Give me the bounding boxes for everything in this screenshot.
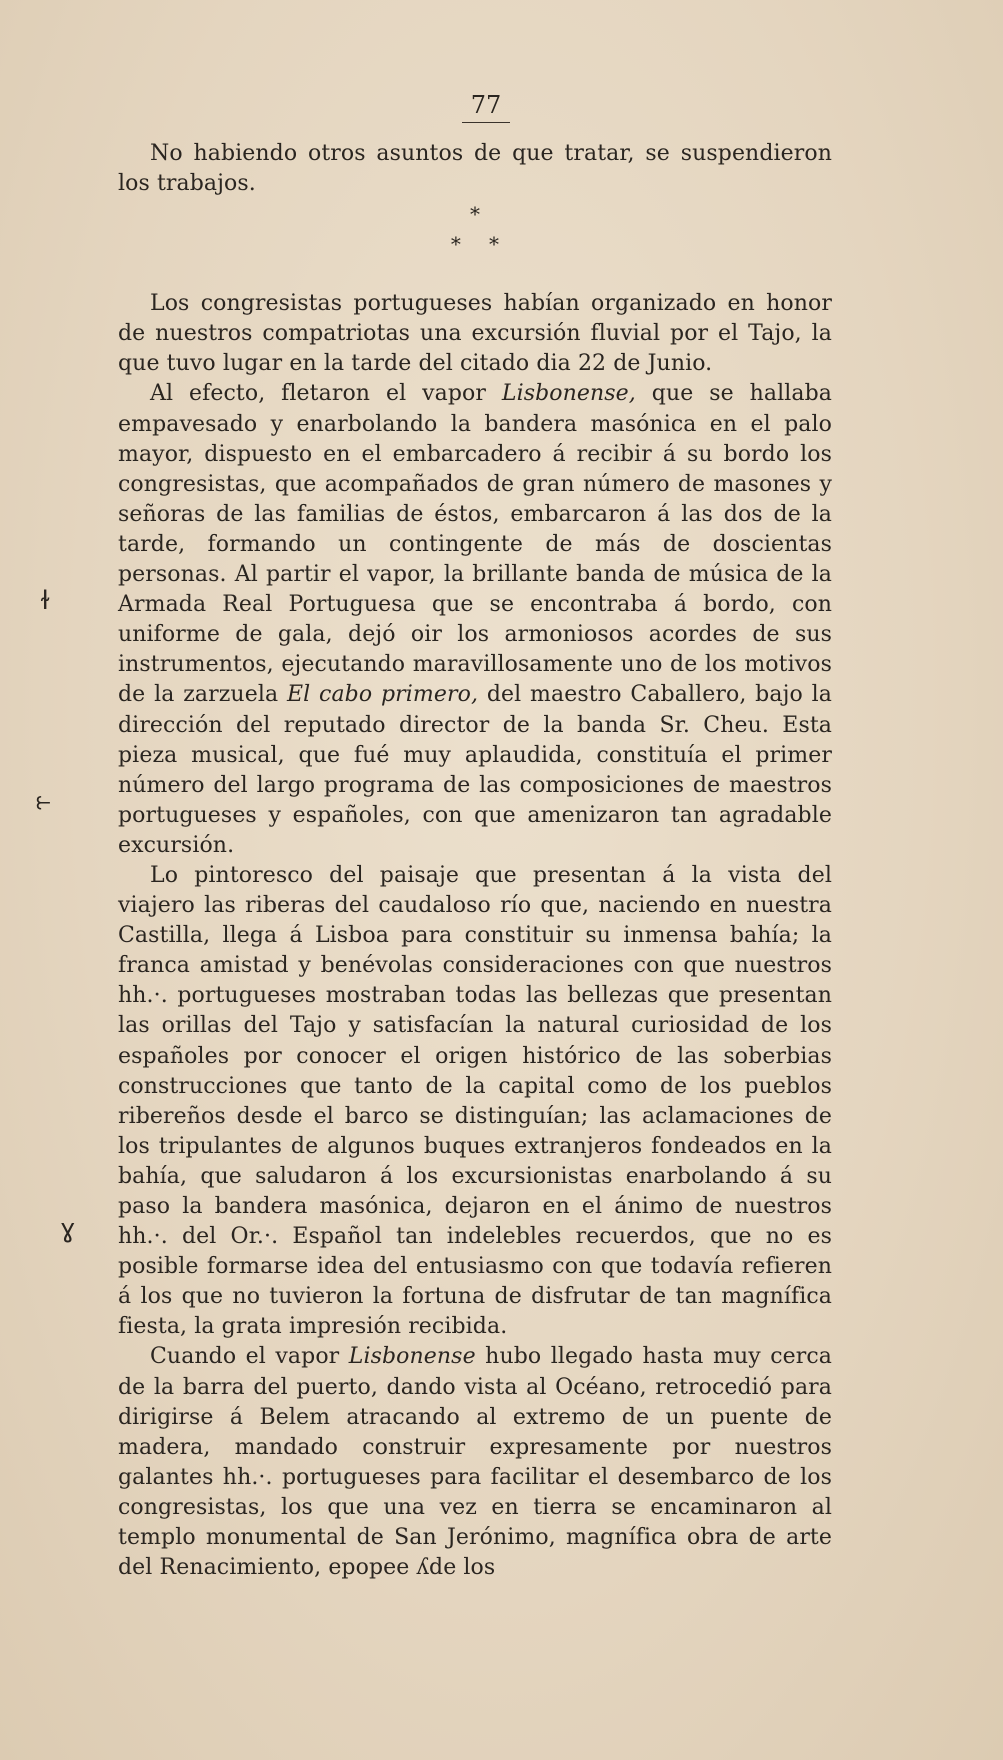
paragraph-5-part-a: Cuando el vapor — [150, 1344, 349, 1370]
paragraph-gap — [118, 259, 832, 289]
asterism-ornament — [118, 199, 832, 259]
paragraph-2: Los congresistas portugueses habían organizado en honor de nuestros compatriotas una excursión fluvial por el Tajo, la que tuvo lugar en la tarde del citado dia 22 de Junio. — [118, 291, 832, 377]
paragraph-3 — [118, 379, 832, 861]
body-text — [118, 139, 832, 1583]
ornament-bottom-row — [118, 229, 832, 259]
ornament-right-star: * — [489, 232, 500, 257]
zarzuela-title: El cabo primero, — [286, 682, 479, 708]
page-number: 77 — [462, 90, 510, 123]
paragraph-4: Lo pintoresco del paisaje que presentan á la vista del viajero las riberas del caudaloso río que, naciendo en nuestra Castilla, llega á Lisboa para constituir su inmensa bahía; la franca amistad y benévolas consideraciones con que nuestros hh.·. portugueses mostraban todas las bellezas que presentan las orillas del Tajo y satisfacían la natural curiosidad de los españoles por conocer el origen histórico de las soberbias construcciones que tanto de la capital como de los pueblos ribereños desde el barco se distinguían; las aclamaciones de los tripulantes de algunos buques extranjeros fondeados en la bahía, que saludaron á los excursionistas enarbolando á su paso la bandera masónica, dejaron en el ánimo de nuestros hh.·. del Or.·. Español tan indelebles recuerdos, que no es posible formarse idea del entusiasmo con que todavía refieren á los que no tuvieron la fortuna de disfrutar de tan magnífica fiesta, la grata impresión recibida. — [118, 862, 832, 1340]
paragraph-3-part-a: Al efecto, fletaron el vapor — [150, 381, 502, 407]
paragraph-3-part-c: del maestro Caballero, bajo la dirección del reputado director de la banda Sr. Cheu. Esta pieza musical, que fué muy aplaudida, constituía el primer número del largo programa de las composiciones de maestros portugueses y españoles, con que amenizaron tan agradable excursión. — [118, 682, 832, 858]
paragraph-3-part-b: que se hallaba empavesado y enarbolando la bandera masónica en el palo mayor, dispuesto en el embarcadero á recibir á su bordo los congresistas, que acompañados de gran número de masones y señoras de las familias de éstos, embarcaron á las dos de la tarde, formando un contingente de más de doscientas personas. Al partir el vapor, la brillante banda de música de la Armada Real Portuguesa que se encontraba á bordo, con uniforme de gala, dejó oir los armoniosos acordes de sus instrumentos, ejecutando maravillosamente uno de los motivos de la zarzuela — [118, 381, 832, 708]
ship-name-lisbonense-2: Lisbonense — [348, 1344, 476, 1370]
ornament-left-star: * — [450, 232, 461, 257]
ship-name-lisbonense: Lisbonense, — [501, 381, 636, 407]
margin-mark-3: ɣ — [60, 1214, 76, 1244]
ornament-top-star: * — [469, 202, 481, 227]
margin-mark-2: ⥼ — [36, 786, 51, 816]
margin-mark-1: ɫ — [40, 586, 51, 616]
paragraph-1: No habiendo otros asuntos de que tratar, se suspendieron los trabajos. — [118, 141, 832, 197]
paragraph-5 — [118, 1342, 832, 1583]
paragraph-5-part-b: hubo llegado hasta muy cerca de la barra del puerto, dando vista al Océano, retrocedió para dirigirse á Belem atracando al extremo de un puente de madera, mandado construir expresamente por nuestros galantes hh.·. portugueses para facilitar el desembarco de los congresistas, los que una vez en tierra se encaminaron al templo monumental de San Jerónimo, magnífica obra de arte del Renacimiento, epopee ʎde los — [118, 1344, 833, 1581]
